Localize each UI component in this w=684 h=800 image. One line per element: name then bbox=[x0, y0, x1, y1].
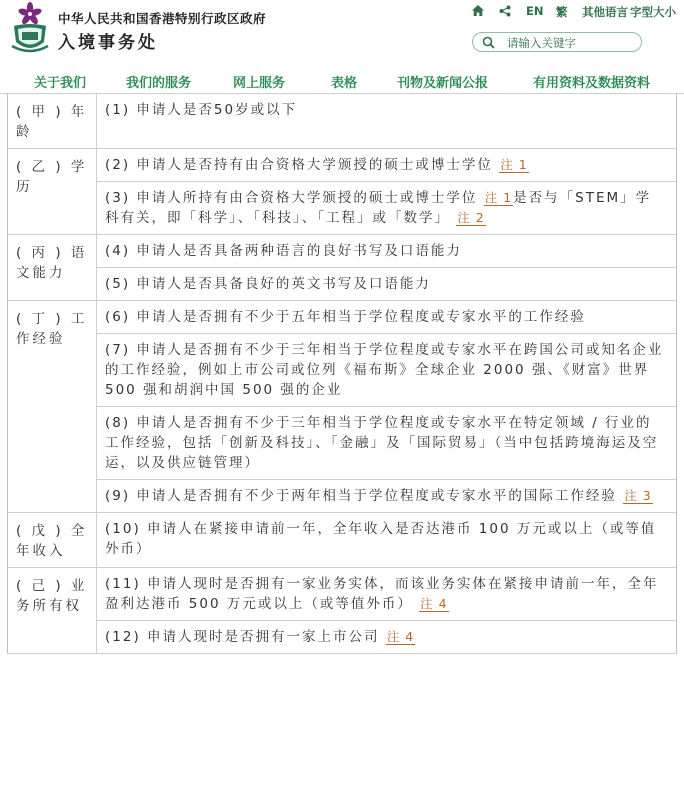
criteria-table bbox=[7, 94, 677, 654]
hksar-emblem-icon[interactable] bbox=[8, 2, 52, 58]
criterion-row: (11) 申请人现时是否拥有一家业务实体，而该业务实体在紧接申请前一年，全年盈利达港币 500 万元或以上（或等值外币） 注 4 bbox=[97, 568, 676, 621]
lang-tc-link[interactable]: 繁 bbox=[556, 5, 568, 19]
criteria-group-age bbox=[8, 94, 676, 149]
search-icon[interactable] bbox=[482, 36, 495, 49]
site-header bbox=[0, 0, 684, 64]
nav-online-services[interactable]: 网上服务 bbox=[233, 76, 286, 91]
lang-en-link[interactable]: EN bbox=[526, 4, 544, 18]
note-link[interactable]: 注 1 bbox=[500, 157, 528, 172]
category-cell: ( 甲 ) 年龄 bbox=[8, 94, 97, 148]
nav-publications-press[interactable]: 刊物及新闻公报 bbox=[397, 76, 489, 91]
note-link[interactable]: 注 2 bbox=[457, 210, 485, 225]
font-size-link[interactable]: 字型大小 bbox=[630, 5, 676, 19]
criterion-row: (10) 申请人在紧接申请前一年，全年收入是否达港币 100 万元或以上（或等值外币） bbox=[105, 521, 657, 557]
criterion-row: (8) 申请人是否拥有不少于三年相当于学位程度或专家水平在特定领域 / 行业的工作经验，包括「创新及科技」、「金融」及「国际贸易」（当中包括跨境海运及空运，以及供应链管理） bbox=[97, 407, 676, 480]
main-nav bbox=[0, 64, 684, 94]
category-cell: ( 丙 ) 语文能力 bbox=[8, 235, 97, 300]
share-icon[interactable] bbox=[499, 5, 511, 17]
nav-forms[interactable]: 表格 bbox=[331, 76, 358, 91]
criteria-group-annual-income bbox=[8, 513, 676, 568]
department-name[interactable]: 入境事务处 bbox=[58, 33, 158, 53]
criteria-group-education bbox=[8, 149, 676, 235]
note-link[interactable]: 注 3 bbox=[624, 488, 652, 503]
nav-our-services[interactable]: 我们的服务 bbox=[126, 76, 192, 91]
criterion-row: (2) 申请人是否持有由合资格大学颁授的硕士或博士学位 注 1 bbox=[97, 149, 676, 182]
search-box[interactable] bbox=[472, 32, 642, 52]
criterion-row: (9) 申请人是否拥有不少于两年相当于学位程度或专家水平的国际工作经验 注 3 bbox=[105, 488, 652, 504]
nav-about-us[interactable]: 关于我们 bbox=[34, 76, 87, 91]
other-language-link[interactable]: 其他语言 bbox=[582, 5, 628, 19]
category-cell: ( 戊 ) 全年收入 bbox=[8, 513, 97, 567]
criteria-group-business-ownership bbox=[8, 568, 676, 654]
category-cell: ( 丁 ) 工作经验 bbox=[8, 301, 97, 512]
category-cell: ( 乙 ) 学历 bbox=[8, 149, 97, 234]
criterion-row: (7) 申请人是否拥有不少于三年相当于学位程度或专家水平在跨国公司或知名企业的工作经验，例如上市公司或位列《福布斯》全球企业 2000 强、《财富》世界 500 强和胡润中国 500 强的企业 bbox=[97, 334, 676, 407]
criterion-row: (1) 申请人是否50岁或以下 bbox=[105, 102, 298, 118]
note-link[interactable]: 注 1 bbox=[484, 190, 513, 205]
search-input[interactable]: 请输入关键字 bbox=[507, 36, 576, 50]
criterion-row: (4) 申请人是否具备两种语言的良好书写及口语能力 bbox=[97, 235, 676, 268]
category-cell: ( 己 ) 业务所有权 bbox=[8, 568, 97, 653]
criteria-group-language bbox=[8, 235, 676, 301]
criterion-row: (5) 申请人是否具备良好的英文书写及口语能力 bbox=[105, 276, 431, 292]
nav-useful-info[interactable]: 有用资料及数据资料 bbox=[533, 76, 651, 91]
criteria-group-work-experience bbox=[8, 301, 676, 513]
criterion-row: (3) 申请人所持有由合资格大学颁授的硕士或博士学位 注 1是否与「STEM」学科有关，即「科学」、「科技」、「工程」或「数学」 注 2 bbox=[105, 190, 652, 226]
note-link[interactable]: 注 4 bbox=[386, 629, 415, 644]
criterion-row: (12) 申请人现时是否拥有一家上市公司 注 4 bbox=[105, 629, 415, 645]
government-name: 中华人民共和国香港特别行政区政府 bbox=[58, 11, 267, 26]
note-link[interactable]: 注 4 bbox=[420, 596, 448, 611]
home-icon[interactable] bbox=[471, 4, 485, 17]
criterion-row: (6) 申请人是否拥有不少于五年相当于学位程度或专家水平的工作经验 bbox=[97, 301, 676, 334]
